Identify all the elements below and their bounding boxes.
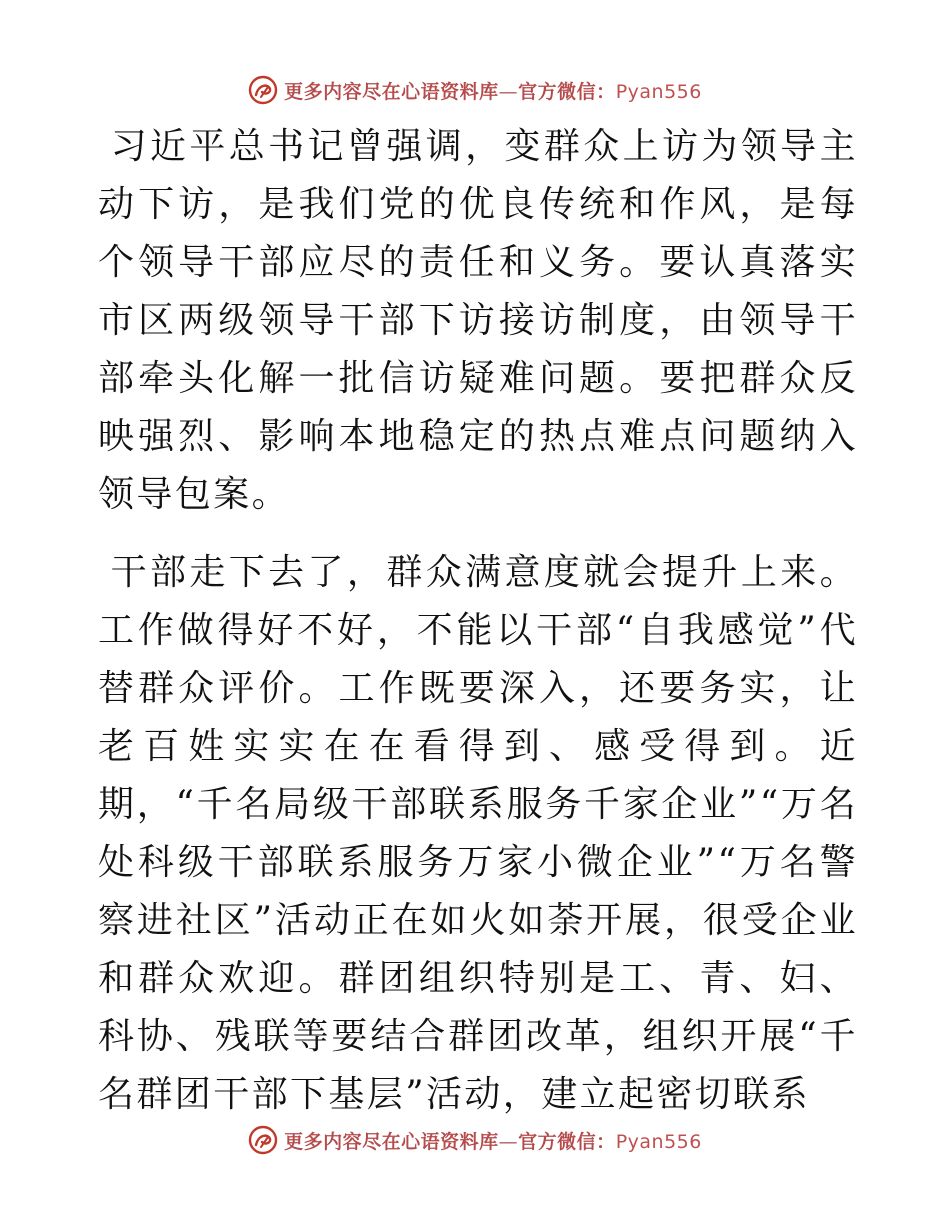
separator: — — [498, 80, 519, 103]
header-banner — [0, 70, 950, 110]
red-swirl-logo-icon — [248, 1125, 278, 1155]
header-banner-text — [284, 77, 702, 104]
footer-banner — [0, 1120, 950, 1160]
brand-text: 更多内容尽在心语资料库 — [284, 1130, 499, 1153]
red-swirl-logo-icon — [248, 75, 278, 105]
brand-text: 更多内容尽在心语资料库 — [284, 80, 499, 103]
paragraph: 习近平总书记曾强调，变群众上访为领导主动下访，是我们党的优良传统和作风，是每个领导干部应尽的责任和义务。要认真落实市区两级领导干部下访接访制度，由领导干部牵头化解一批信访疑难问题。要把群众反映强烈、影响本地稳定的热点难点问题纳入领导包案。 — [98, 126, 858, 515]
wechat-label: 官方微信： — [518, 80, 616, 103]
separator: — — [498, 1130, 519, 1153]
wechat-label: 官方微信： — [518, 1130, 616, 1153]
document-body — [98, 118, 858, 1124]
wechat-id: Pyan556 — [615, 80, 702, 103]
footer-banner-text — [284, 1127, 702, 1154]
paragraph: 干部走下去了，群众满意度就会提升上来。工作做得好不好，不能以干部“自我感觉”代替群众评价。工作既要深入，还要务实，让老百姓实实在在看得到、感受得到。近期，“千名局级干部联系服务千家企业”“万名处科级干部联系服务万家小微企业”“万名警察进社区”活动正在如火如荼开展，很受企业和群众欢迎。群团组织特别是工、青、妇、科协、残联等要结合群团改革，组织开展“千名群团干部下基层”活动，建立起密切联系 — [98, 552, 858, 1115]
wechat-id: Pyan556 — [615, 1130, 702, 1153]
